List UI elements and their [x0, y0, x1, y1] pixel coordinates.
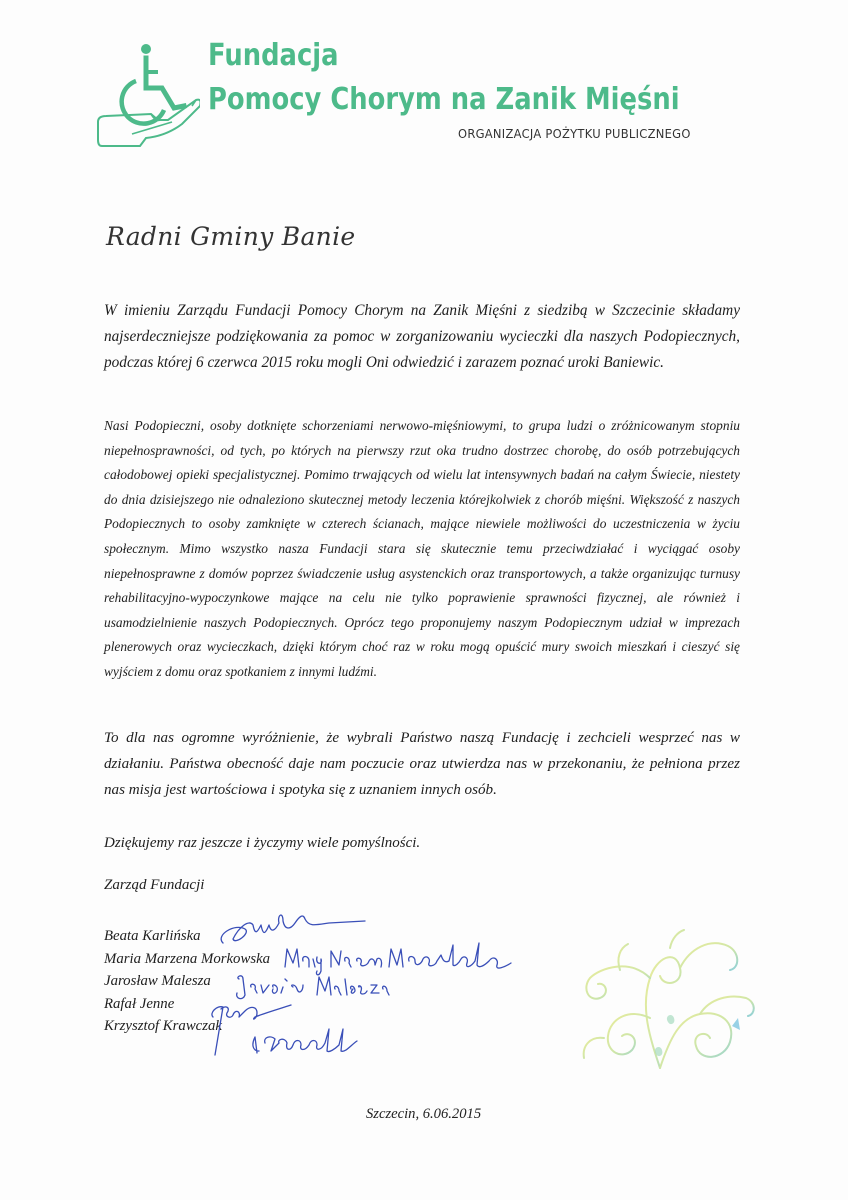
- signer-name: Rafał Jenne: [104, 995, 175, 1012]
- signer-name: Beata Karlińska: [104, 928, 201, 944]
- place-and-date: Szczecin, 6.06.2015: [366, 1106, 482, 1122]
- floral-ornament-icon: [560, 918, 770, 1078]
- paragraph-thanks: W imieniu Zarządu Fundacji Pomocy Chorym na Zanik Mięśni z siedzibą w Szczecinie składamy najserdeczniejsze podziękowania za pomoc w zorganizowaniu wycieczki dla naszych Podopiecznych, podczas której 6 czerwca 2015 roku mogli Oni odwiedzić i zarazem poznać uroki Baniewic.: [104, 302, 740, 371]
- wheelchair-in-hand-icon: [96, 36, 200, 156]
- signer-name: Krzysztof Krawczak: [104, 1018, 222, 1035]
- org-tagline: ORGANIZACJA POŻYTKU PUBLICZNEGO: [458, 126, 691, 141]
- paragraph-about-beneficiaries: Nasi Podopieczni, osoby dotknięte schorzeniami nerwowo-mięśniowymi, to grupa ludzi o zróżnicowanym stopniu niepełnosprawności, od tych, po których na pierwszy rzut oka trudno dostrzec chorobę, do osób potrzebujących całodobowej opieki specjalistycznej. Pomimo trwających od wielu lat intensywnych badań na całym Świecie, niestety do dnia dzisiejszego nie odnaleziono skutecznej metody leczenia którejkolwiek z chorób mięśni. Większość z naszych Podopiecznych to osoby zamknięte w czterech ścianach, mające niewiele możliwości do uczestniczenia w życiu społecznym. Mimo wszystko nasza Fundacji stara się skutecznie temu przeciwdziałać i wyciągać osoby niepełnosprawne z domów poprzez świadczenie usług asystenckich oraz transportowych, a także organizując turnusy rehabilitacyjno-wypoczynkowe mające na celu nie tylko poprawienie sprawności fizycznej, ale również i usamodzielnienie naszych Podopiecznych. Oprócz tego proponujemy naszym Podopiecznym udział w imprezach plenerowych oraz wycieczkach, dzięki którym choć raz w roku mogą opuścić mury swoich mieszkań i cieszyć się wyjściem z domu oraz spotkaniem z innymi ludźmi.: [104, 418, 740, 679]
- signer-name: Jarosław Malesza: [104, 973, 211, 990]
- closing-line: Dziękujemy raz jeszcze i życzymy wiele pomyślności.: [104, 835, 421, 851]
- org-name-line1: Fundacja: [208, 38, 339, 73]
- board-label: Zarząd Fundacji: [104, 877, 205, 893]
- signer-name: Maria Marzena Morkowska: [104, 950, 271, 967]
- org-name-line2: Pomocy Chorym na Zanik Mięśni: [208, 82, 680, 117]
- signers-list: [104, 925, 270, 1038]
- letterhead: [96, 36, 756, 156]
- salutation: Radni Gminy Banie: [106, 222, 356, 251]
- paragraph-appreciation: To dla nas ogromne wyróżnienie, że wybrali Państwo naszą Fundację i zechcieli wesprzeć nas w działaniu. Państwa obecność daje nam poczucie oraz utwierdza nas w przekonaniu, że pełniona przez nas misja jest wartościowa i spotyka się z uznaniem innych osób.: [104, 730, 740, 798]
